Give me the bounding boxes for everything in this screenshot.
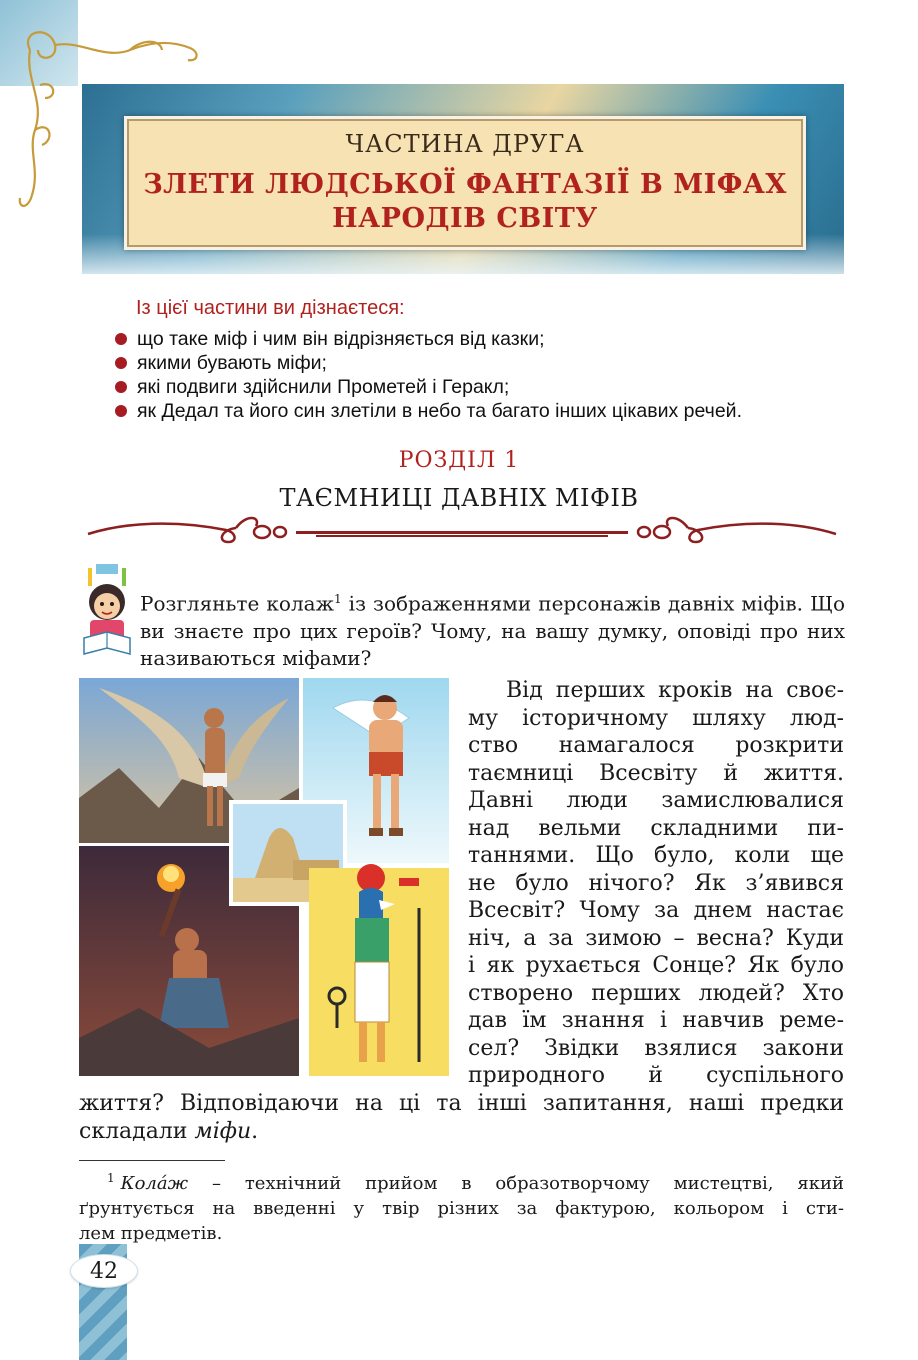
footnote-definition: – технічний прийом в образотворчому мистецтві, який [188, 1173, 844, 1194]
section-title: ТАЄМНИЦІ ДАВНІХ МІФІВ [279, 484, 639, 512]
body-line: природного й суспільного [468, 1063, 844, 1088]
body-paragraph-column [468, 677, 844, 1090]
body-line: таннями. Що було, коли ще [468, 843, 844, 868]
section-label: РОЗДІЛ 1 [398, 448, 520, 473]
body-last-text: складали [79, 1119, 195, 1144]
list-item [115, 399, 742, 423]
body-line: і як рухається Сонце? Як було [468, 953, 844, 978]
task-text-rest: із зображеннями персонажів давніх міфів. Що ви знаєте про цих героїв? Чому, на вашу думку, оповіді про них називаються міфами? [140, 591, 845, 670]
bullet-icon [115, 381, 127, 393]
myth-collage-image [79, 678, 449, 1076]
body-line: Давні люди замислювалися [468, 788, 844, 813]
reading-girl-icon [78, 562, 136, 658]
learn-item-text: що таке міф і чим він відрізняється від казки; [137, 328, 545, 350]
banner-title-frame [124, 116, 806, 250]
bullet-icon [115, 357, 127, 369]
part-title [143, 168, 787, 236]
task-text-start: Розгляньте колаж [140, 591, 334, 616]
body-line: створено перших людей? Хто [468, 980, 844, 1006]
body-line: Всесвіт? Чому за днем настає [468, 898, 844, 923]
ornamental-divider [86, 512, 838, 552]
list-item [115, 351, 742, 375]
part-title-line-2: НАРОДІВ СВІТУ [332, 203, 598, 234]
body-line-last [79, 1118, 844, 1146]
body-line: ство намагалося розкрити [468, 733, 844, 758]
learn-item-text: як Дедал та його син злетіли в небо та багато інших цікавих речей. [137, 400, 742, 422]
body-paragraph-continuation [79, 1090, 844, 1146]
footnote-rule [79, 1160, 225, 1161]
footnote-line: ґрунтується на введенні у твір різних за фактурою, кольором і сти- [79, 1198, 844, 1219]
footnote-ref: 1 [333, 592, 342, 606]
body-line: життя? Відповідаючи на ці та інші запитання, наші предки [79, 1091, 844, 1116]
footnote-number: 1 [107, 1171, 115, 1185]
bullet-icon [115, 405, 127, 417]
body-line: ніч, а за зимою – весна? Куди [468, 925, 844, 951]
body-line: таємниці Всесвіту й життя. [468, 760, 844, 786]
body-line: над вельми складними пи- [468, 815, 844, 841]
body-line: му історичному шляху люд- [468, 705, 844, 731]
body-line: сел? Звідки взялися закони [468, 1035, 844, 1061]
body-last-end: . [251, 1119, 259, 1144]
footnote [79, 1166, 844, 1246]
list-item [115, 375, 742, 399]
body-line: дав їм знання і навчив реме- [468, 1008, 844, 1033]
list-item [115, 327, 742, 351]
footnote-line: лем предметів. [79, 1223, 223, 1244]
part-title-line-1: ЗЛЕТИ ЛЮДСЬКОЇ ФАНТАЗІЇ В МІФАХ [143, 169, 787, 200]
body-line: не було нічого? Як з’явився [468, 870, 844, 896]
learn-item-text: які подвиги здійснили Прометей і Геракл; [137, 376, 510, 398]
body-line: Від перших кроків на своє- [506, 678, 844, 703]
horus-panel [309, 864, 449, 1076]
page-number: 42 [70, 1254, 138, 1288]
myths-term: міфи [194, 1119, 252, 1144]
part-banner [82, 84, 844, 274]
learn-item-text: якими бувають міфи; [137, 352, 327, 374]
footnote-line [79, 1166, 844, 1196]
task-text [140, 586, 845, 672]
learn-list [115, 327, 742, 423]
learn-intro: Із цієї частини ви дізнаєтеся: [136, 297, 405, 319]
bullet-icon [115, 333, 127, 345]
footnote-term: Колáж [120, 1173, 189, 1194]
part-label: ЧАСТИНА ДРУГА [345, 130, 585, 158]
